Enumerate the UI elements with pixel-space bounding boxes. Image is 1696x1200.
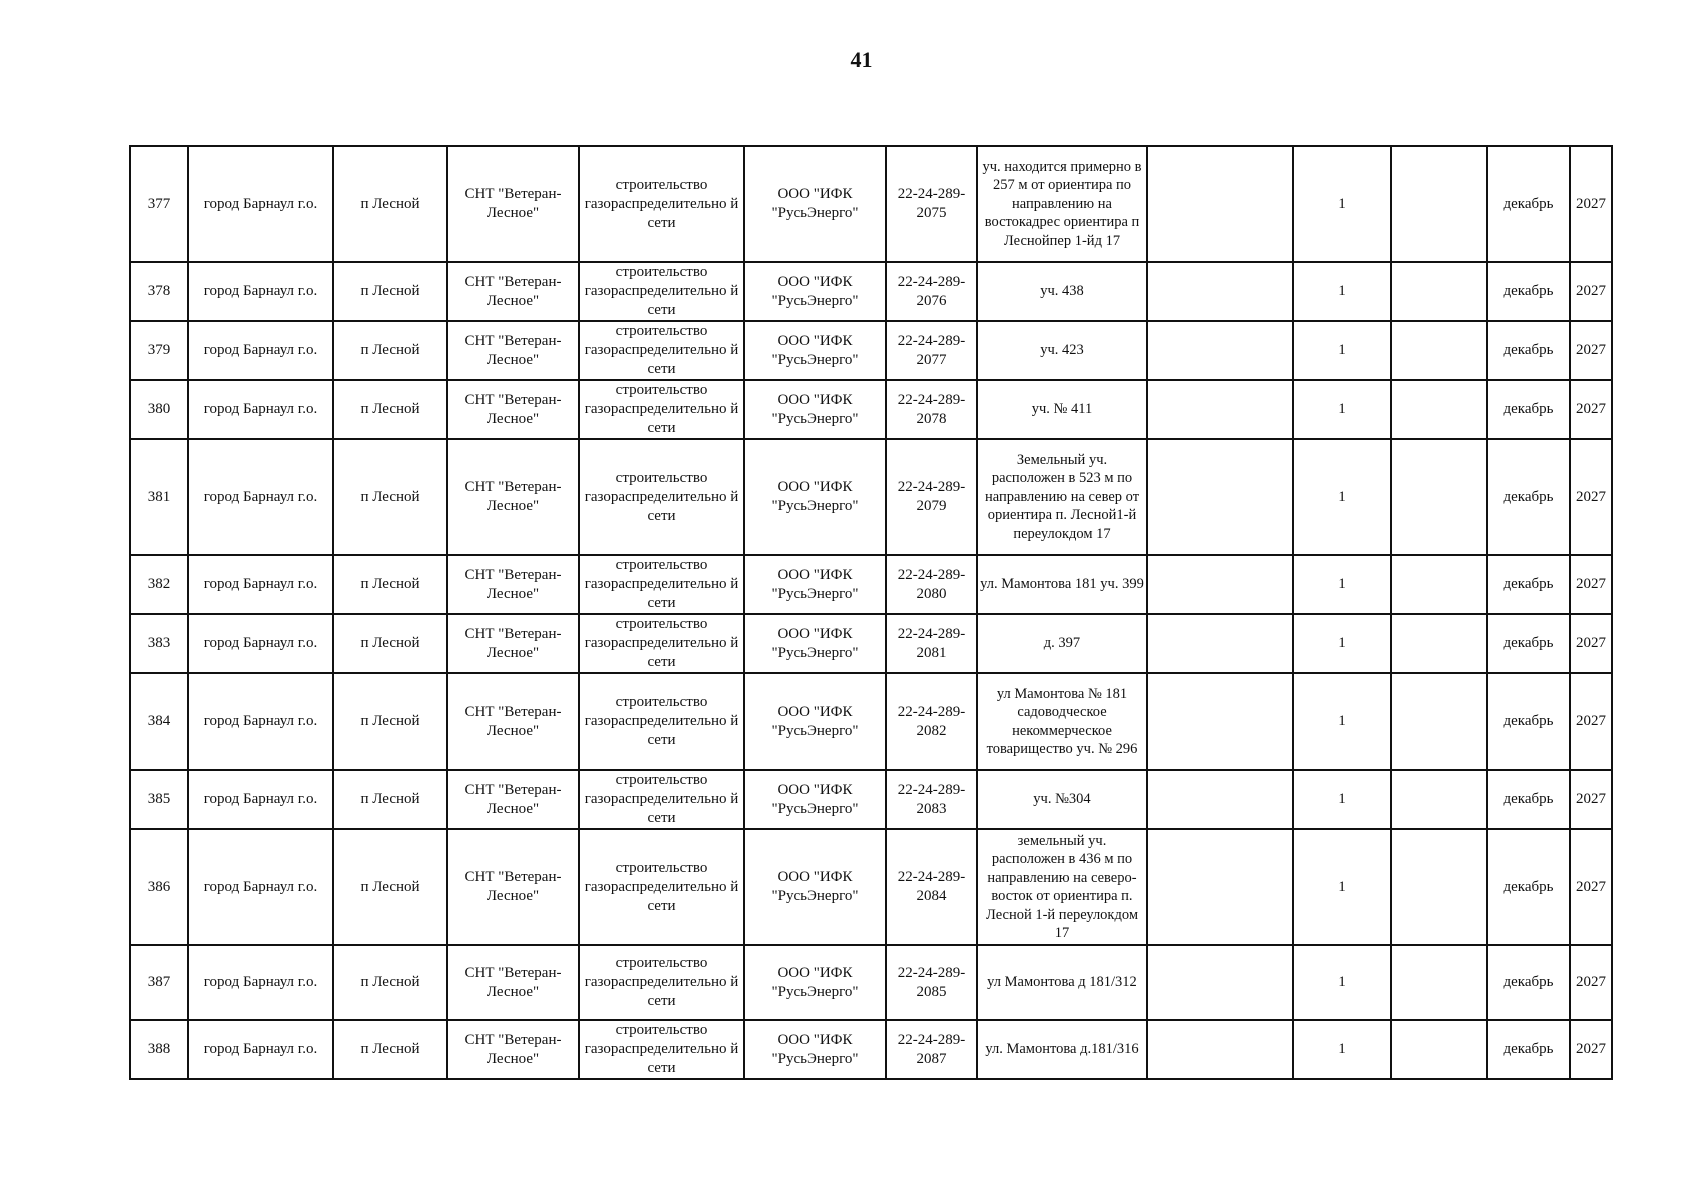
month-cell: декабрь	[1487, 770, 1570, 829]
object-cell: СНТ "Ветеран-Лесное"	[447, 770, 579, 829]
month-cell: декабрь	[1487, 945, 1570, 1020]
month-cell: декабрь	[1487, 321, 1570, 380]
row-number: 386	[130, 829, 188, 945]
table-row	[130, 439, 1612, 555]
month-cell: декабрь	[1487, 146, 1570, 262]
settlement-cell: п Лесной	[333, 770, 447, 829]
quantity-cell: 1	[1293, 673, 1391, 770]
row-number: 378	[130, 262, 188, 321]
settlement-cell: п Лесной	[333, 262, 447, 321]
address-cell: ул Мамонтова д 181/312	[977, 945, 1147, 1020]
work-type-cell: строительство газораспределительно й сети	[579, 770, 744, 829]
application-code-cell: 22-24-289-2081	[886, 614, 977, 673]
table-row	[130, 673, 1612, 770]
district-cell: город Барнаул г.о.	[188, 945, 333, 1020]
empty-cell	[1391, 829, 1487, 945]
address-cell: ул. Мамонтова 181 уч. 399	[977, 555, 1147, 614]
district-cell: город Барнаул г.о.	[188, 614, 333, 673]
empty-cell	[1391, 439, 1487, 555]
application-code-cell: 22-24-289-2084	[886, 829, 977, 945]
application-code-cell: 22-24-289-2082	[886, 673, 977, 770]
month-cell: декабрь	[1487, 439, 1570, 555]
district-cell: город Барнаул г.о.	[188, 1020, 333, 1079]
quantity-cell: 1	[1293, 614, 1391, 673]
settlement-cell: п Лесной	[333, 555, 447, 614]
work-type-cell: строительство газораспределительно й сети	[579, 829, 744, 945]
object-cell: СНТ "Ветеран-Лесное"	[447, 439, 579, 555]
empty-cell	[1147, 770, 1293, 829]
address-cell: д. 397	[977, 614, 1147, 673]
empty-cell	[1147, 380, 1293, 439]
empty-cell	[1147, 439, 1293, 555]
empty-cell	[1391, 555, 1487, 614]
empty-cell	[1147, 829, 1293, 945]
address-cell: земельный уч. расположен в 436 м по направлению на северо-восток от ориентира п. Лесной 1-й переулокдом 17	[977, 829, 1147, 945]
settlement-cell: п Лесной	[333, 1020, 447, 1079]
organization-cell: ООО "ИФК "РусьЭнерго"	[744, 829, 886, 945]
empty-cell	[1391, 380, 1487, 439]
table-row	[130, 1020, 1612, 1079]
row-number: 387	[130, 945, 188, 1020]
quantity-cell: 1	[1293, 262, 1391, 321]
year-cell: 2027	[1570, 439, 1612, 555]
quantity-cell: 1	[1293, 439, 1391, 555]
empty-cell	[1147, 945, 1293, 1020]
month-cell: декабрь	[1487, 614, 1570, 673]
row-number: 379	[130, 321, 188, 380]
row-number: 388	[130, 1020, 188, 1079]
application-code-cell: 22-24-289-2079	[886, 439, 977, 555]
address-cell: уч. находится примерно в 257 м от ориентира по направлению на востокадрес ориентира п Леснойпер 1-йд 17	[977, 146, 1147, 262]
settlement-cell: п Лесной	[333, 673, 447, 770]
month-cell: декабрь	[1487, 829, 1570, 945]
empty-cell	[1147, 262, 1293, 321]
month-cell: декабрь	[1487, 262, 1570, 321]
quantity-cell: 1	[1293, 146, 1391, 262]
work-type-cell: строительство газораспределительно й сети	[579, 380, 744, 439]
object-cell: СНТ "Ветеран-Лесное"	[447, 673, 579, 770]
empty-cell	[1147, 614, 1293, 673]
year-cell: 2027	[1570, 945, 1612, 1020]
work-type-cell: строительство газораспределительно й сети	[579, 146, 744, 262]
empty-cell	[1147, 146, 1293, 262]
object-cell: СНТ "Ветеран-Лесное"	[447, 380, 579, 439]
address-cell: ул Мамонтова № 181 садоводческое некоммерческое товарищество уч. № 296	[977, 673, 1147, 770]
month-cell: декабрь	[1487, 380, 1570, 439]
object-cell: СНТ "Ветеран-Лесное"	[447, 321, 579, 380]
year-cell: 2027	[1570, 673, 1612, 770]
work-type-cell: строительство газораспределительно й сети	[579, 439, 744, 555]
address-cell: уч. 423	[977, 321, 1147, 380]
gasification-table	[129, 145, 1613, 1080]
row-number: 377	[130, 146, 188, 262]
row-number: 385	[130, 770, 188, 829]
organization-cell: ООО "ИФК "РусьЭнерго"	[744, 439, 886, 555]
district-cell: город Барнаул г.о.	[188, 146, 333, 262]
object-cell: СНТ "Ветеран-Лесное"	[447, 146, 579, 262]
district-cell: город Барнаул г.о.	[188, 770, 333, 829]
table-row	[130, 262, 1612, 321]
district-cell: город Барнаул г.о.	[188, 262, 333, 321]
work-type-cell: строительство газораспределительно й сети	[579, 614, 744, 673]
application-code-cell: 22-24-289-2078	[886, 380, 977, 439]
settlement-cell: п Лесной	[333, 146, 447, 262]
organization-cell: ООО "ИФК "РусьЭнерго"	[744, 614, 886, 673]
empty-cell	[1391, 1020, 1487, 1079]
work-type-cell: строительство газораспределительно й сети	[579, 673, 744, 770]
organization-cell: ООО "ИФК "РусьЭнерго"	[744, 321, 886, 380]
year-cell: 2027	[1570, 262, 1612, 321]
empty-cell	[1391, 673, 1487, 770]
settlement-cell: п Лесной	[333, 945, 447, 1020]
settlement-cell: п Лесной	[333, 380, 447, 439]
work-type-cell: строительство газораспределительно й сети	[579, 1020, 744, 1079]
row-number: 380	[130, 380, 188, 439]
year-cell: 2027	[1570, 380, 1612, 439]
organization-cell: ООО "ИФК "РусьЭнерго"	[744, 1020, 886, 1079]
empty-cell	[1391, 262, 1487, 321]
quantity-cell: 1	[1293, 770, 1391, 829]
row-number: 382	[130, 555, 188, 614]
application-code-cell: 22-24-289-2083	[886, 770, 977, 829]
application-code-cell: 22-24-289-2080	[886, 555, 977, 614]
organization-cell: ООО "ИФК "РусьЭнерго"	[744, 770, 886, 829]
address-cell: уч. №304	[977, 770, 1147, 829]
settlement-cell: п Лесной	[333, 614, 447, 673]
quantity-cell: 1	[1293, 1020, 1391, 1079]
organization-cell: ООО "ИФК "РусьЭнерго"	[744, 673, 886, 770]
quantity-cell: 1	[1293, 555, 1391, 614]
address-cell: уч. 438	[977, 262, 1147, 321]
empty-cell	[1147, 1020, 1293, 1079]
table-row	[130, 380, 1612, 439]
organization-cell: ООО "ИФК "РусьЭнерго"	[744, 555, 886, 614]
empty-cell	[1391, 321, 1487, 380]
district-cell: город Барнаул г.о.	[188, 555, 333, 614]
row-number: 383	[130, 614, 188, 673]
table-row	[130, 321, 1612, 380]
year-cell: 2027	[1570, 770, 1612, 829]
quantity-cell: 1	[1293, 945, 1391, 1020]
settlement-cell: п Лесной	[333, 321, 447, 380]
row-number: 381	[130, 439, 188, 555]
table-row	[130, 146, 1612, 262]
quantity-cell: 1	[1293, 321, 1391, 380]
district-cell: город Барнаул г.о.	[188, 321, 333, 380]
work-type-cell: строительство газораспределительно й сети	[579, 555, 744, 614]
district-cell: город Барнаул г.о.	[188, 829, 333, 945]
object-cell: СНТ "Ветеран-Лесное"	[447, 262, 579, 321]
year-cell: 2027	[1570, 555, 1612, 614]
table-row	[130, 555, 1612, 614]
table-row	[130, 614, 1612, 673]
month-cell: декабрь	[1487, 555, 1570, 614]
year-cell: 2027	[1570, 614, 1612, 673]
table-row	[130, 945, 1612, 1020]
address-cell: Земельный уч. расположен в 523 м по направлению на север от ориентира п. Лесной1-й переулокдом 17	[977, 439, 1147, 555]
quantity-cell: 1	[1293, 829, 1391, 945]
application-code-cell: 22-24-289-2087	[886, 1020, 977, 1079]
object-cell: СНТ "Ветеран-Лесное"	[447, 614, 579, 673]
organization-cell: ООО "ИФК "РусьЭнерго"	[744, 380, 886, 439]
empty-cell	[1147, 321, 1293, 380]
table-row	[130, 829, 1612, 945]
table-row	[130, 770, 1612, 829]
object-cell: СНТ "Ветеран-Лесное"	[447, 829, 579, 945]
application-code-cell: 22-24-289-2085	[886, 945, 977, 1020]
district-cell: город Барнаул г.о.	[188, 380, 333, 439]
row-number: 384	[130, 673, 188, 770]
year-cell: 2027	[1570, 1020, 1612, 1079]
settlement-cell: п Лесной	[333, 439, 447, 555]
year-cell: 2027	[1570, 829, 1612, 945]
settlement-cell: п Лесной	[333, 829, 447, 945]
work-type-cell: строительство газораспределительно й сети	[579, 262, 744, 321]
object-cell: СНТ "Ветеран-Лесное"	[447, 1020, 579, 1079]
empty-cell	[1391, 770, 1487, 829]
empty-cell	[1391, 146, 1487, 262]
address-cell: ул. Мамонтова д.181/316	[977, 1020, 1147, 1079]
page-number: 41	[850, 47, 873, 72]
application-code-cell: 22-24-289-2076	[886, 262, 977, 321]
address-cell: уч. № 411	[977, 380, 1147, 439]
organization-cell: ООО "ИФК "РусьЭнерго"	[744, 146, 886, 262]
object-cell: СНТ "Ветеран-Лесное"	[447, 555, 579, 614]
quantity-cell: 1	[1293, 380, 1391, 439]
empty-cell	[1391, 614, 1487, 673]
work-type-cell: строительство газораспределительно й сети	[579, 321, 744, 380]
year-cell: 2027	[1570, 146, 1612, 262]
empty-cell	[1147, 555, 1293, 614]
application-code-cell: 22-24-289-2075	[886, 146, 977, 262]
year-cell: 2027	[1570, 321, 1612, 380]
empty-cell	[1147, 673, 1293, 770]
object-cell: СНТ "Ветеран-Лесное"	[447, 945, 579, 1020]
organization-cell: ООО "ИФК "РусьЭнерго"	[744, 262, 886, 321]
district-cell: город Барнаул г.о.	[188, 673, 333, 770]
month-cell: декабрь	[1487, 1020, 1570, 1079]
month-cell: декабрь	[1487, 673, 1570, 770]
district-cell: город Барнаул г.о.	[188, 439, 333, 555]
empty-cell	[1391, 945, 1487, 1020]
application-code-cell: 22-24-289-2077	[886, 321, 977, 380]
work-type-cell: строительство газораспределительно й сети	[579, 945, 744, 1020]
organization-cell: ООО "ИФК "РусьЭнерго"	[744, 945, 886, 1020]
